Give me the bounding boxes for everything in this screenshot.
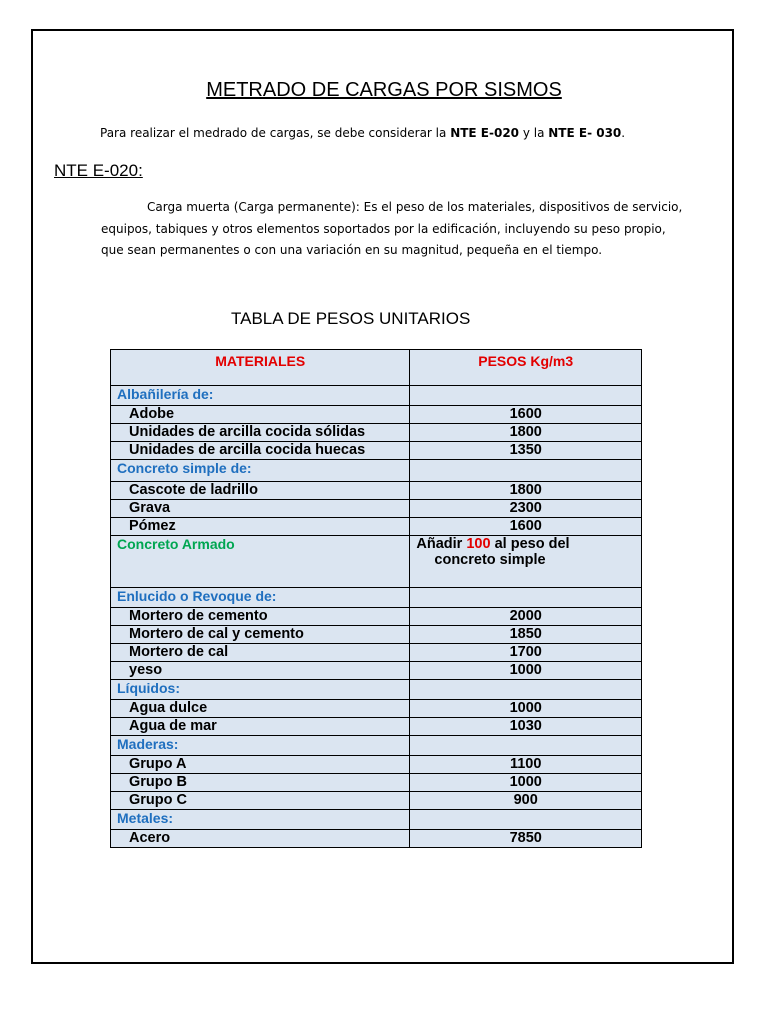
weight-note-before: Añadir [416,536,467,552]
category-label: Líquidos: [111,680,410,700]
material-weight: 1800 [410,424,642,442]
table-row [111,406,642,424]
table-row [111,518,642,536]
material-name: Unidades de arcilla cocida sólidas [111,424,410,442]
material-weight: 1800 [410,482,642,500]
table-row [111,442,642,460]
material-weight: 900 [410,792,642,810]
category-value [410,460,642,482]
table-row [111,482,642,500]
table-row [111,386,642,406]
material-name: Grupo A [111,756,410,774]
intro-code-2: NTE E- 030 [548,126,622,140]
table-row [111,792,642,810]
table-row [111,588,642,608]
unit-weights-table [110,349,642,848]
material-name: Pómez [111,518,410,536]
weight-note-highlight: 100 [466,536,491,552]
table-row [111,718,642,736]
category-label: Concreto simple de: [111,460,410,482]
material-weight: 1000 [410,700,642,718]
header-materials: MATERIALES [111,350,410,386]
intro-paragraph [100,126,625,140]
table-title: TABLA DE PESOS UNITARIOS [231,309,471,328]
material-name: Acero [111,830,410,848]
category-label: Enlucido o Revoque de: [111,588,410,608]
intro-text-after: . [621,126,626,140]
material-name: Grupo C [111,792,410,810]
table-row [111,500,642,518]
table-row [111,774,642,792]
table-row [111,680,642,700]
table-row [111,424,642,442]
weight-note-after: al peso del [490,536,570,552]
table-row [111,662,642,680]
intro-code-1: NTE E-020 [450,126,520,140]
intro-text-before: Para realizar el medrado de cargas, se debe considerar la [100,126,451,140]
category-value [410,680,642,700]
definition-line: que sean permanentes o con una variación en su magnitud, pequeña en el tiempo. [101,243,603,257]
weight-note [410,536,642,588]
weight-note-line2: concreto simple [434,552,546,568]
definition-paragraph [101,197,711,262]
material-name: yeso [111,662,410,680]
material-name: Agua dulce [111,700,410,718]
header-weights: PESOS Kg/m3 [410,350,642,386]
definition-line: equipos, tabiques y otros elementos soportados por la edificación, incluyendo su peso propio, [101,221,666,236]
category-label: Albañilería de: [111,386,410,406]
material-name: Unidades de arcilla cocida huecas [111,442,410,460]
table-row [111,460,642,482]
material-weight: 2300 [410,500,642,518]
material-name: Grupo B [111,774,410,792]
category-label: Maderas: [111,736,410,756]
weight-note-line1 [416,536,641,552]
category-label: Metales: [111,810,410,830]
category-value [410,588,642,608]
material-name: Cascote de ladrillo [111,482,410,500]
table-header-row [111,350,642,386]
table-row [111,536,642,588]
material-name: Mortero de cal [111,644,410,662]
table-row [111,644,642,662]
material-name: Grava [111,500,410,518]
material-weight: 1100 [410,756,642,774]
material-weight: 1600 [410,406,642,424]
material-weight: 1030 [410,718,642,736]
category-label: Concreto Armado [111,536,410,588]
material-weight: 1600 [410,518,642,536]
table-row [111,626,642,644]
material-name: Mortero de cal y cemento [111,626,410,644]
material-weight: 1000 [410,774,642,792]
material-weight: 7850 [410,830,642,848]
table-row [111,756,642,774]
material-name: Adobe [111,406,410,424]
intro-text-middle: y la [519,126,549,140]
material-weight: 1700 [410,644,642,662]
category-value [410,736,642,756]
material-weight: 1350 [410,442,642,460]
material-weight: 1000 [410,662,642,680]
category-value [410,810,642,830]
material-weight: 1850 [410,626,642,644]
page-title: METRADO DE CARGAS POR SISMOS [206,79,562,101]
table-row [111,700,642,718]
table-row [111,608,642,626]
table-body [111,386,642,848]
definition-line: Carga muerta (Carga permanente): Es el peso de los materiales, dispositivos de servicio, [147,200,683,214]
table-row [111,810,642,830]
material-name: Mortero de cemento [111,608,410,626]
material-name: Agua de mar [111,718,410,736]
section-heading: NTE E-020: [54,161,143,180]
table-row [111,736,642,756]
table-row [111,830,642,848]
category-value [410,386,642,406]
material-weight: 2000 [410,608,642,626]
